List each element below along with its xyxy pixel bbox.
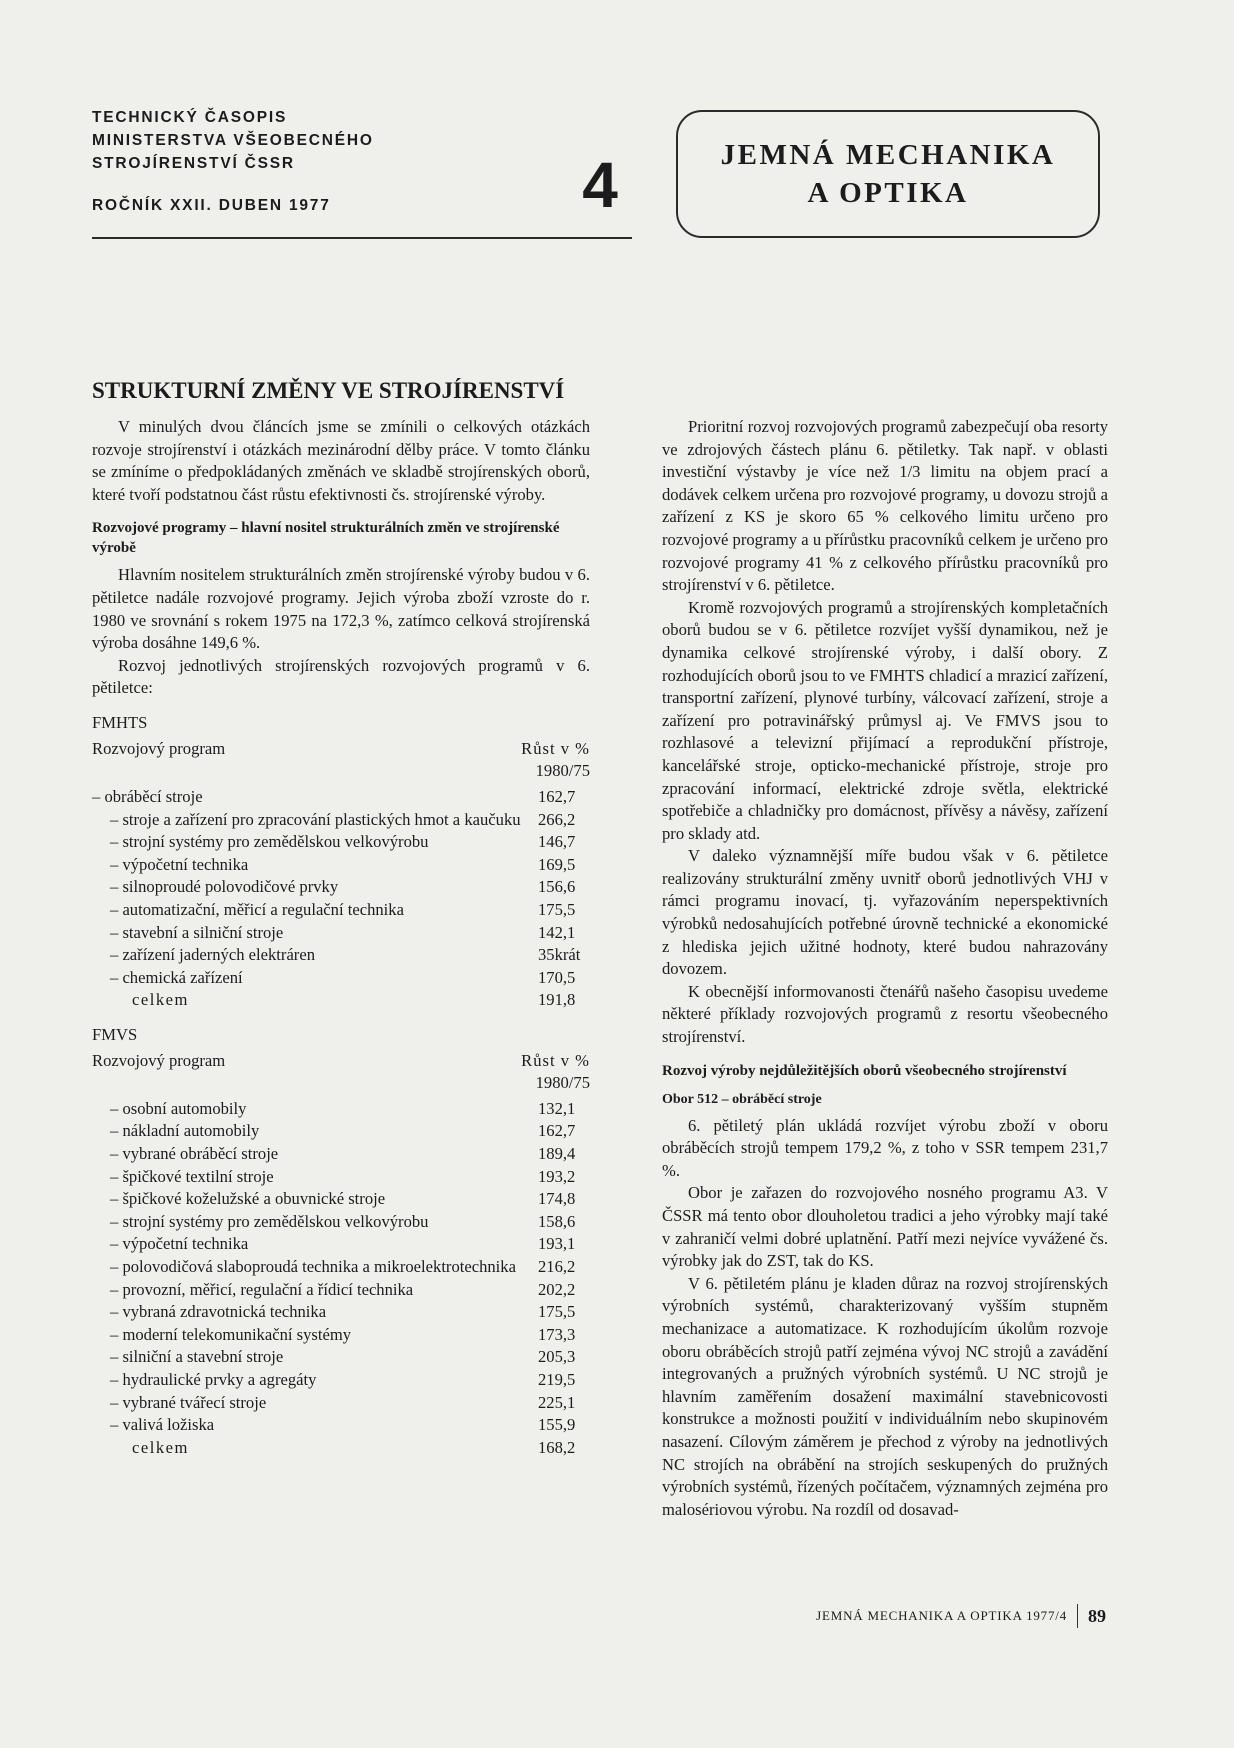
growth-value: 162,7 (538, 786, 576, 806)
group-label-fmhts: FMHTS (92, 712, 148, 732)
growth-value: 202,2 (538, 1279, 576, 1299)
program-name: – moderní telekomunikační systémy (110, 1324, 352, 1344)
program-name: – valivá ložiska (110, 1415, 215, 1435)
growth-value: 162,7 (538, 1121, 576, 1141)
paragraph: V 6. pětiletém plánu je kladen důraz na rozvoj strojírenských výrobních systémů, charakterizovaný vyšším stupněm mechanizace a automatizace. K rozhodujícím úkolům rozvoje oboru obráběcích strojů patří zejména vývoj NC strojů a zavádění integrovaných a pružných výrobních systémů. U NC strojů je hlavním zaměřením dosažení maximální stavebnicovosti konstrukce a možnosti použití v individuálním nebo skupinovém nasazení. Cílovým záměrem je přechod z výroby na jednotlivých NC strojích na obrábění na strojích seskupených do pružných výrobních systémů, řízených počítačem, významných zejména pro malosériovou výrobu. Na rozdíl od dosavad- (662, 1273, 1108, 1519)
table-total-row (92, 1437, 590, 1460)
growth-value: 173,3 (538, 1324, 576, 1344)
column-header-growth (521, 738, 590, 782)
issue-number: 4 (582, 149, 618, 221)
program-name: – stroje a zařízení pro zpracování plastických hmot a kaučuku (110, 809, 521, 829)
table-header (92, 1050, 590, 1094)
left-column (92, 416, 590, 1459)
table-total-row (92, 989, 590, 1012)
table-row (92, 944, 590, 967)
masthead-line: MINISTERSTVA VŠEOBECNÉHO (92, 132, 374, 149)
table-row (92, 1392, 590, 1415)
growth-value: 193,2 (538, 1166, 576, 1186)
program-list-fmhts (92, 786, 590, 1012)
table-row (92, 1324, 590, 1347)
program-name: – výpočetní technika (110, 854, 249, 874)
section-heading: Rozvojové programy – hlavní nositel strukturálních změn ve strojírenské výrobě (92, 520, 560, 557)
growth-value: 170,5 (538, 967, 576, 987)
page-footer (816, 1604, 1106, 1628)
program-name: – strojní systémy pro zemědělskou velkovýrobu (110, 1211, 429, 1231)
program-list-fmvs (92, 1098, 590, 1460)
program-name: – silnoproudé polovodičové prvky (110, 877, 339, 897)
table-row (92, 1279, 590, 1302)
table-row (92, 786, 590, 809)
growth-value: 35krát (538, 945, 581, 965)
program-name: – osobní automobily (110, 1098, 247, 1118)
table-row (92, 1211, 590, 1234)
paragraph: Rozvoj jednotlivých strojírenských rozvojových programů v 6. pětiletce: (92, 655, 590, 698)
paragraph: Kromě rozvojových programů a strojírenských kompletačních oborů budou se v 6. pětiletce rozvíjet vyšší dynamikou, než je dynamika celkové strojírenské výroby, i další obory. Z rozhodujících oborů jsou to ve FMHTS chladicí a mrazicí zařízení, transportní zařízení, plynové turbíny, válcovací zařízení, stroje a zařízení pro potravinářský průmysl aj. Ve FMVS jsou to rozhlasové a televizní přijímací a reprodukční přístroje, kancelářské stroje, opticko-mechanické přístroje, stroje pro zpracování informací, elektrické zdroje světla, elektrické spotřebiče a chladničky pro domácnost, přívěsy a návěsy, zařízení pro sklady atd. (662, 597, 1108, 843)
journal-title-line: JEMNÁ MECHANIKA (720, 139, 1056, 171)
intro-paragraph: V minulých dvou článcích jsme se zmínili o celkových otázkách rozvoje strojírenství i otázkách mezinárodní dělby práce. V tomto článku se zmíníme o předpokládaných změnách ve skladbě strojírenských oborů, které tvoří podstatnou část růstu efektivnosti čs. strojírenské výroby. (92, 417, 590, 504)
growth-period: 1980/75 (535, 760, 590, 780)
growth-value: 156,6 (538, 877, 576, 897)
program-name: – automatizační, měřicí a regulační technika (110, 899, 404, 919)
paragraph: K obecnější informovanosti čtenářů našeho časopisu uvedeme některé příklady rozvojových programů z resortu všeobecného strojírenství. (662, 981, 1108, 1047)
table-header (92, 738, 590, 782)
group-label-fmvs: FMVS (92, 1024, 138, 1044)
column-header-program: Rozvojový program (92, 1050, 226, 1070)
program-name: celkem (132, 1437, 189, 1457)
journal-title-line: A OPTIKA (807, 177, 969, 209)
program-name: celkem (132, 990, 189, 1010)
program-name: – polovodičová slaboproudá technika a mikroelektrotechnika (110, 1257, 516, 1277)
program-name: – hydraulické prvky a agregáty (110, 1370, 317, 1389)
paragraph: 6. pětiletý plán ukládá rozvíjet výrobu zboží v oboru obráběcích strojů tempem 179,2 %, z toho v SSR tempem 231,7 %. (662, 1115, 1108, 1180)
growth-value: 158,6 (538, 1211, 576, 1231)
page-number: 89 (1088, 1605, 1106, 1626)
program-name: – strojní systémy pro zemědělskou velkovýrobu (110, 832, 429, 852)
growth-value: 191,8 (538, 990, 576, 1010)
program-name: – chemická zařízení (110, 967, 243, 987)
growth-value: 175,5 (538, 1302, 576, 1322)
table-row (92, 831, 590, 854)
growth-value: 205,3 (538, 1347, 576, 1367)
program-name: – vybraná zdravotnická technika (110, 1302, 327, 1322)
program-name: – špičkové koželužské a obuvnické stroje (110, 1189, 386, 1209)
journal-title-box (676, 110, 1100, 238)
footer-separator (1077, 1604, 1078, 1628)
paragraph: Obor je zařazen do rozvojového nosného programu A3. V ČSSR má tento obor dlouholetou tradici a jeho výrobky mají také v zahraničí velmi dobré uplatnění. Patří mezi nejvíce vyvážené čs. výrobky jak do ZST, tak do KS. (662, 1183, 1108, 1271)
subsection-heading: Obor 512 – obráběcí stroje (662, 1091, 822, 1107)
program-name: – zařízení jaderných elektráren (110, 945, 315, 965)
table-row (92, 1414, 590, 1437)
table-row (92, 967, 590, 990)
program-name: – špičkové textilní stroje (110, 1166, 274, 1186)
column-header-program: Rozvojový program (92, 738, 226, 758)
table-row (92, 1188, 590, 1211)
paragraph: Prioritní rozvoj rozvojových programů zabezpečují oba resorty ve zdrojových částech plánu 6. pětiletky. Tak např. v oblasti investiční výstavby je více než 1/3 limitu na objem prací a dodávek celkem určena pro rozvojové programy, u dovozu strojů a zařízení z KS je skoro 65 % celkového limitu určeno pro rozvojové programy a u přírůstku pracovníků celkem je určeno pro rozvojové programy 41 % z celkového přírůstku pracovníků pro strojírenství v 6. pětiletce. (662, 417, 1108, 595)
table-row (92, 1233, 590, 1256)
section-heading: Rozvoj výroby nejdůležitějších oborů všeobecného strojírenství (662, 1062, 1067, 1079)
header-rule (92, 237, 632, 239)
article-title: STRUKTURNÍ ZMĚNY VE STROJÍRENSTVÍ (92, 378, 565, 403)
program-name: – provozní, měřicí, regulační a řídicí technika (110, 1279, 414, 1299)
growth-label: Růst v % (521, 1050, 590, 1070)
growth-value: 225,1 (538, 1392, 576, 1412)
growth-value: 142,1 (538, 922, 576, 942)
table-row (92, 876, 590, 899)
growth-value: 175,5 (538, 899, 576, 919)
growth-value: 169,5 (538, 854, 576, 874)
table-row (92, 1346, 590, 1369)
table-row (92, 809, 590, 832)
table-row (92, 1120, 590, 1143)
program-name: – vybrané obráběcí stroje (110, 1144, 279, 1164)
paragraph: Hlavním nositelem strukturálních změn strojírenské výroby budou v 6. pětiletce nadále rozvojové programy. Jejich výroba zboží vzroste do r. 1980 ve srovnání s rokem 1975 na 172,3 %, zatímco celková strojírenská výroba dosáhne 149,6 %. (92, 565, 590, 653)
growth-value: 168,2 (538, 1437, 576, 1457)
growth-value: 146,7 (538, 832, 576, 852)
paragraph: V dalekо významnější míře budou však v 6. pětiletce realizovány strukturální změny uvnitř oborů jednotlivých VHJ v rámci programu inovací, tj. vyřazováním neperspektivních výrobků nedosahujících potřebné úrovně technické a ekonomické z hlediska jejich užitné hodnoty, které budou nahrazovány dovozem. (662, 846, 1108, 979)
growth-value: 216,2 (538, 1257, 576, 1277)
table-row (92, 899, 590, 922)
table-row (92, 1098, 590, 1121)
growth-value: 193,1 (538, 1234, 576, 1254)
program-name: – vybrané tvářecí stroje (110, 1392, 267, 1412)
table-row (92, 1143, 590, 1166)
table-row (92, 1256, 590, 1279)
column-header-growth (521, 1050, 590, 1094)
footer-journal: JEMNÁ MECHANIKA A OPTIKA 1977/4 (816, 1608, 1067, 1623)
masthead-line: STROJÍRENSTVÍ ČSSR (92, 155, 295, 172)
program-name: – obráběcí stroje (92, 786, 203, 806)
masthead (92, 106, 612, 217)
program-name: – silniční a stavební stroje (110, 1347, 284, 1367)
table-row (92, 1166, 590, 1189)
issue-line: ROČNÍK XXII. DUBEN 1977 (92, 197, 331, 214)
growth-period: 1980/75 (535, 1072, 590, 1092)
growth-value: 219,5 (538, 1370, 576, 1389)
program-name: – stavební a silniční stroje (110, 922, 284, 942)
program-name: – výpočetní technika (110, 1234, 249, 1254)
program-name: – nákladní automobily (110, 1121, 260, 1141)
growth-value: 266,2 (538, 809, 576, 829)
right-column (662, 416, 1108, 1521)
growth-label: Růst v % (521, 738, 590, 758)
table-row (92, 1301, 590, 1324)
masthead-line: TECHNICKÝ ČASOPIS (92, 109, 288, 126)
table-row (92, 854, 590, 877)
growth-value: 174,8 (538, 1189, 576, 1209)
table-row (92, 1369, 590, 1392)
growth-value: 155,9 (538, 1415, 576, 1435)
table-row (92, 922, 590, 945)
growth-value: 189,4 (538, 1144, 576, 1164)
growth-value: 132,1 (538, 1098, 576, 1118)
